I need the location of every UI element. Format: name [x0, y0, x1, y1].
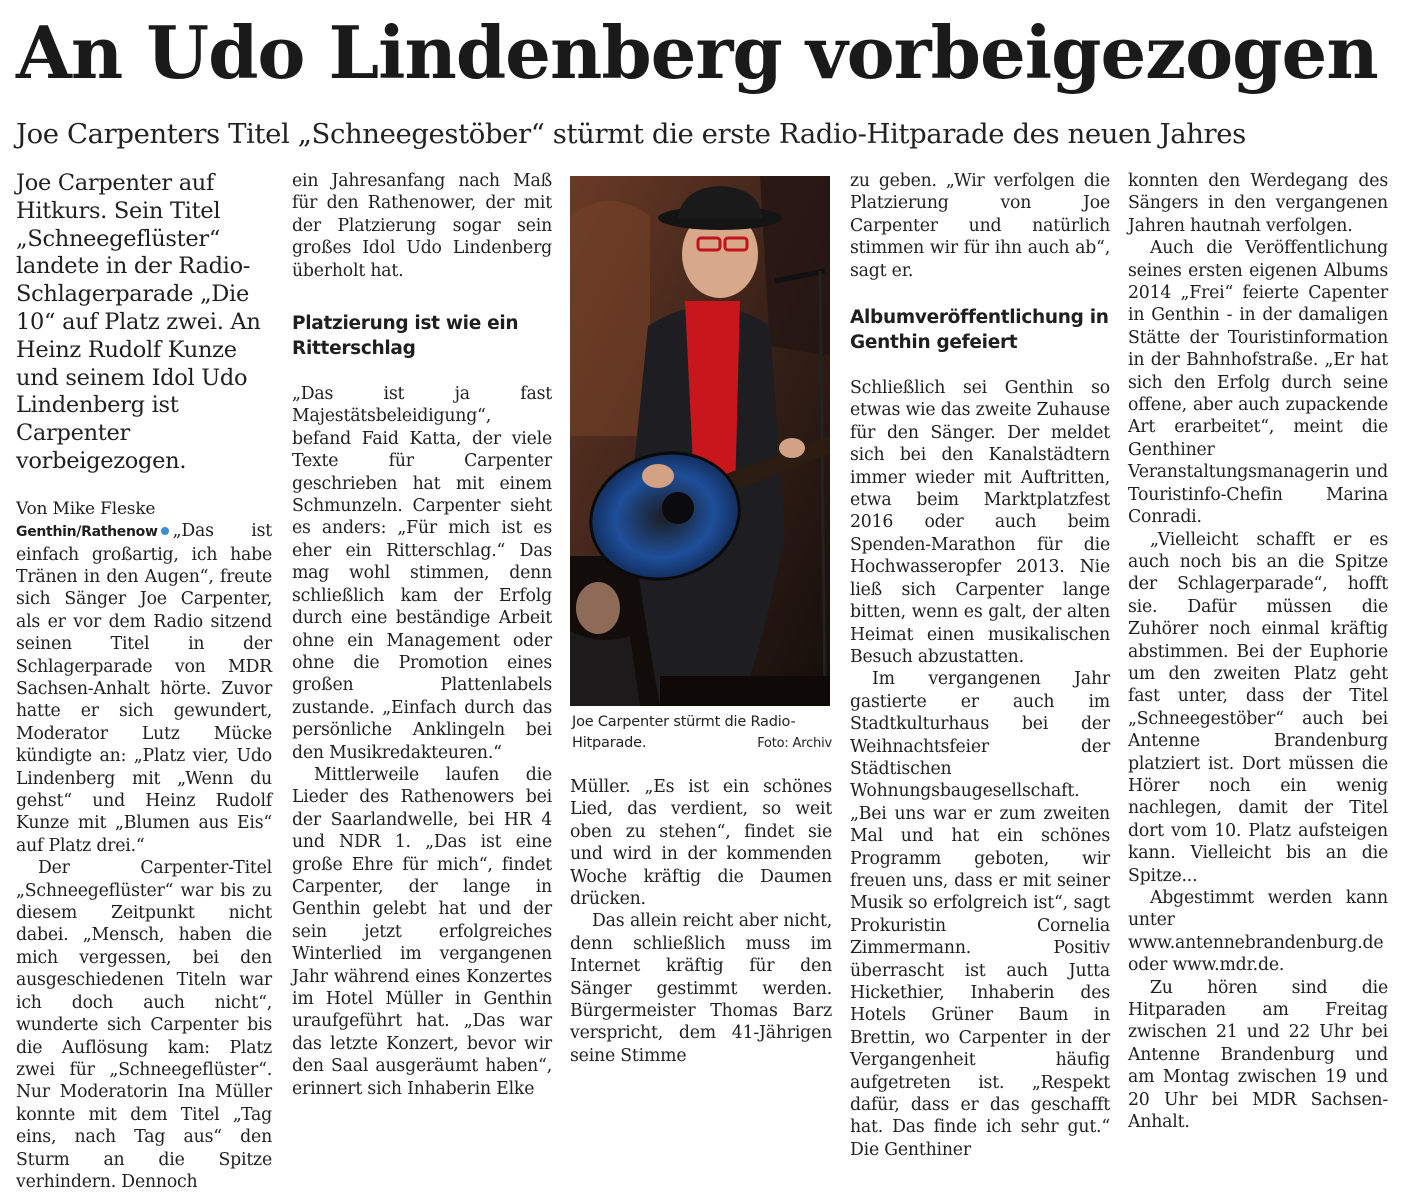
dateline-dot-icon	[161, 527, 169, 535]
singer-with-guitar-image	[570, 176, 830, 706]
column-4	[850, 170, 1110, 1161]
body-paragraph: „Das ist einfach großartig, ich habe Tränen in den Augen“, freute sich Sänger Joe Carpenter, als er vor dem Radio sitzend seinen Titel in der Schlagerparade von MDR Sachsen-Anhalt hörte. Zuvor hatte er sich gewundert, Moderator Lutz Mücke kündigte an: „Platz vier, Udo Lindenberg mit „Wenn du gehst“ und Heinz Rudolf Kunze mit „Blumen aus Eis“ auf Platz drei.“	[16, 521, 272, 856]
caption-text: Joe Carpenter stürmt die Radio-Hitparade.	[572, 714, 796, 751]
body-paragraph: „Das ist ja fast Majestätsbeleidigung“, befand Faid Katta, der viele Texte für Carpenter geschrieben hat mit einem Schmunzeln. Carpenter sieht es anders: „Für mich ist es eher ein Ritterschlag.“ Das mag wohl stimmen, denn schließlich kam der Erfolg durch eine beständige Arbeit ohne ein Management oder ohne die Promotion eines großen Plattenlabels zustande. „Einfach durch das persönliche Anklingeln bei den Musikredakteuren.“	[292, 384, 552, 763]
lead-paragraph: Joe Carpenter auf Hitkurs. Sein Titel „Schneegeflüster“ landete in der Radio-Schlagerparade „Die 10“ auf Platz zwei. An Heinz Rudolf Kunze und seinem Idol Udo Lindenberg ist Carpenter vorbeigezogen.	[16, 170, 261, 474]
body-paragraph: Mittlerweile laufen die Lieder des Rathenowers bei der Saarlandwelle, bei HR 4 und NDR 1. „Das ist eine große Ehre für mich“, findet Carpenter, der lange in Genthin gelebt hat und der sein jetzt erfolgreiches Winterlied im vergangenen Jahr während eines Konzertes im Hotel Müller in Genthin uraufgeführt hat. „Das war das letzte Konzert, bevor wir den Saal ausgeräumt haben“, erinnert sich Inhaberin Elke	[292, 764, 552, 1099]
byline: Von Mike Fleske	[16, 498, 156, 519]
photo-caption	[572, 712, 832, 754]
dateline: Genthin/Rathenow	[16, 524, 158, 541]
body-paragraph: „Vielleicht schafft er es auch noch bis an die Spitze der Schlagerparade“, hofft sie. Dafür müssen die Zuhörer noch einmal kräftig abstimmen. Bei der Euphorie um den zweiten Platz geht fast unter, dass der Titel „Schneegestöber“ auch bei Antenne Brandenburg platziert ist. Dort müssen die Hörer noch ein wenig nachlegen, damit der Titel dort vom 10. Platz aufsteigen kann. Vielleicht bis an die Spitze...	[1128, 529, 1388, 886]
first-paragraph	[16, 520, 272, 857]
body-paragraph: Zu hören sind die Hitparaden am Freitag zwischen 21 und 22 Uhr bei Antenne Brandenburg und am Montag zwischen 19 und 20 Uhr bei MDR Sachsen-Anhalt.	[1128, 977, 1388, 1133]
body-paragraph: ein Jahresanfang nach Maß für den Rathenower, der mit der Platzierung sogar sein großes Idol Udo Lindenberg überholt hat.	[292, 171, 552, 281]
photo-credit: Foto: Archiv	[757, 736, 832, 751]
subheadline: Joe Carpenters Titel „Schneegestöber“ stürmt die erste Radio-Hitparade des neuen Jahres	[16, 118, 1246, 150]
body-paragraph: Der Carpenter-Titel „Schneegeflüster“ war bis zu diesem Zeitpunkt nicht dabei. „Mensch, haben die mich vergessen, bei den ausgeschiedenen Titeln war ich doch auch nicht“, wunderte sich Carpenter bis die Auflösung kam: Platz zwei für „Schneegeflüster“. Nur Moderatorin Ina Müller konnte mit dem Titel „Tag eins, nach Tag aus“ den Sturm an die Spitze verhindern. Dennoch	[16, 858, 272, 1192]
body-paragraph: Abgestimmt werden kann unter www.antennebrandenburg.de oder www.mdr.de.	[1128, 888, 1388, 976]
column-1	[16, 170, 272, 1193]
column-5	[1128, 170, 1388, 1133]
body-paragraph: Das allein reicht aber nicht, denn schließlich muss im Internet kräftig für den Sänger gestimmt werden. Bürgermeister Thomas Barz verspricht, dem 41-Jährigen seine Stimme	[570, 911, 832, 1066]
section-heading: Albumveröffentlichung in Genthin gefeiert	[850, 307, 1109, 353]
section-heading: Platzierung ist wie ein Ritterschlag	[292, 313, 519, 359]
column-3	[570, 776, 832, 1067]
headline: An Udo Lindenberg vorbeigezogen	[16, 10, 1378, 95]
body-paragraph: konnten den Werdegang des Sängers in den vergangenen Jahren hautnah verfolgen.	[1128, 171, 1388, 236]
column-2	[292, 170, 552, 1100]
body-paragraph: Müller. „Es ist ein schönes Lied, das verdient, so weit oben zu stehen“, findet sie und wird in der kommenden Woche kräftig die Daumen drücken.	[570, 777, 832, 910]
body-paragraph: Schließlich sei Genthin so etwas wie das zweite Zuhause für den Sänger. Der meldet sich bei den Kanalstädtern immer wieder mit Auftritten, etwa beim Marktplatzfest 2016 oder auch beim Spenden-Marathon für die Hochwasseropfer 2013. Nie ließ sich Carpenter lange bitten, wenn es galt, der alten Heimat einen musikalischen Besuch abzustatten.	[850, 378, 1110, 667]
article-photo	[570, 176, 830, 706]
body-paragraph: zu geben. „Wir verfolgen die Platzierung von Joe Carpenter und natürlich stimmen wir für ihn auch ab“, sagt er.	[850, 171, 1110, 281]
body-paragraph: Im vergangenen Jahr gastierte er auch im Stadtkulturhaus bei der Weihnachtsfeier der Städtischen Wohnungsbaugesellschaft. „Bei uns war er zum zweiten Mal und hat ein schönes Programm geboten, wir freuen uns, dass er mit seiner Musik so erfolgreich ist“, sagt Prokuristin Cornelia Zimmermann. Positiv überrascht ist auch Jutta Hickethier, Inhaberin des Hotels Grüner Baum in Brettin, wo Carpenter in der Vergangenheit häufig aufgetreten ist. „Respekt dafür, dass er das geschafft hat. Das finde ich sehr gut.“ Die Genthiner	[850, 669, 1110, 1160]
body-paragraph: Auch die Veröffentlichung seines ersten eigenen Albums 2014 „Frei“ feierte Capenter in Genthin - in der damaligen Stätte der Touristinformation in der Bahnhofstraße. „Er hat sich den Erfolg durch seine offene, aber auch zupackende Art erarbeitet“, meint die Genthiner Veranstaltungsmanagerin und Touristinfo-Chefin Marina Conradi.	[1128, 238, 1388, 528]
